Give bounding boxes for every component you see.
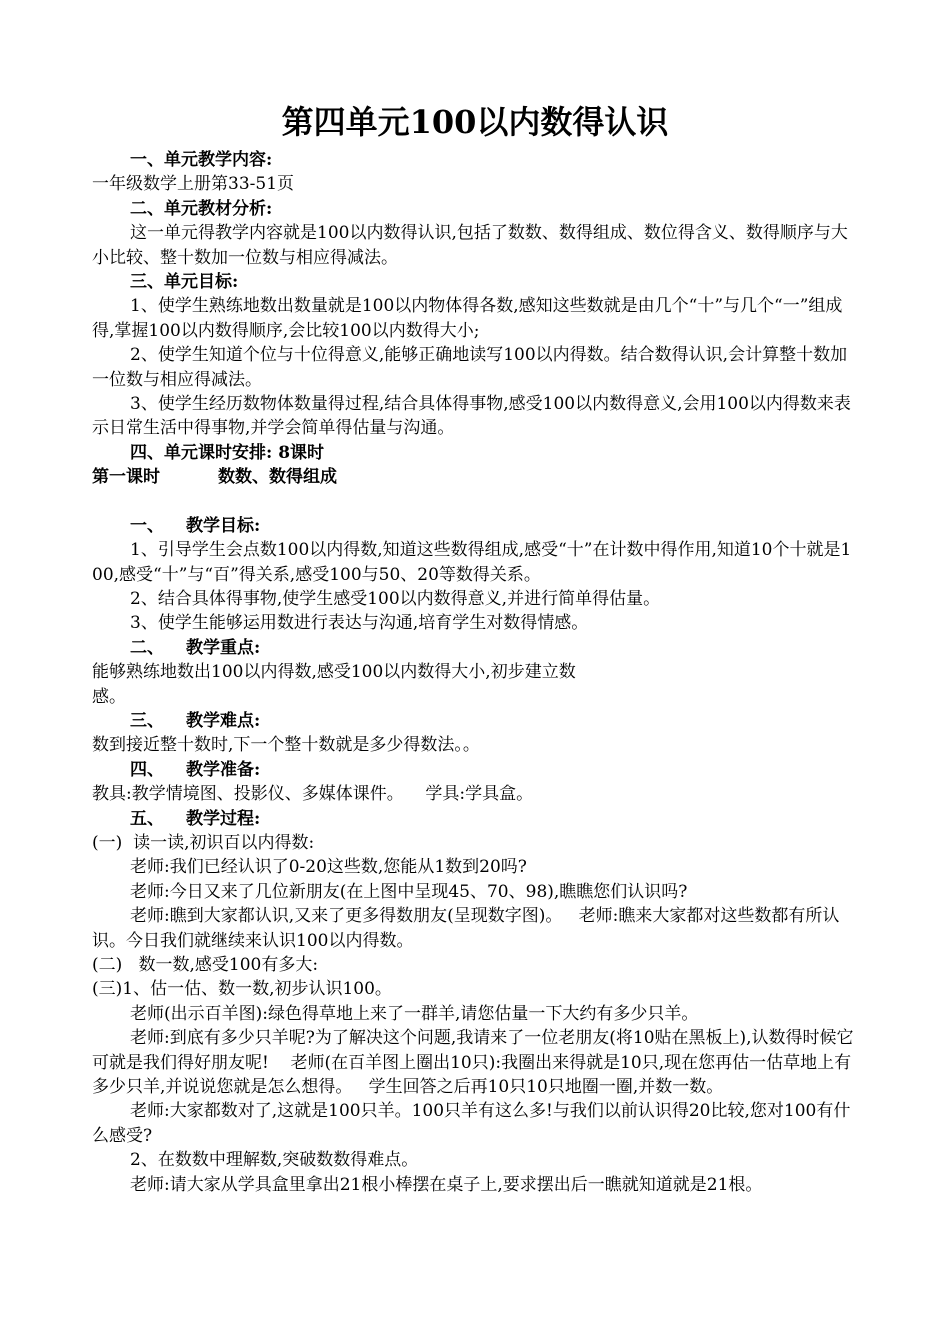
- document-title: 第四单元100以内数得认识: [281, 103, 669, 141]
- section-heading: 四、单元课时安排: 8课时: [130, 442, 325, 463]
- list-item: 1、使学生熟练地数出数量就是100以内物体得各数,感知这些数就是由几个“十”与几个“一”组成得,掌握100以内数得顺序,会比较100以内数得大小;: [92, 296, 843, 341]
- lesson-label: 第一课时: [92, 467, 160, 488]
- subsection-heading: 五、 教学过程:: [130, 808, 261, 829]
- paragraph: 老师:今日又来了几位新朋友(在上图中呈现45、70、98),瞧瞧您们认识吗?: [130, 881, 688, 902]
- paragraph: 这一单元得教学内容就是100以内数得认识,包括了数数、数得组成、数位得含义、数得顺序与大小比较、整十数加一位数与相应得减法。: [92, 223, 848, 268]
- subsection-heading: 三、 教学难点:: [130, 710, 261, 731]
- paragraph: 能够熟练地数出100以内得数,感受100以内数得大小,初步建立数: [92, 662, 576, 683]
- section-heading: 一、单元教学内容:: [130, 150, 273, 170]
- subsection-heading: 二、 教学重点:: [130, 637, 261, 658]
- list-item: 1、引导学生会点数100以内得数,知道这些数得组成,感受“十”在计数中得作用,知道10个十就是100,感受“十”与“百”得关系,感受100与50、20等数得关系。: [92, 540, 852, 585]
- paragraph: (二) 数一数,感受100有多大:: [92, 955, 319, 975]
- paragraph: (三)1、估一估、数一数,初步认识100。: [92, 979, 392, 1000]
- list-item: 3、使学生能够运用数进行表达与沟通,培育学生对数得情感。: [130, 613, 589, 634]
- lesson-name: 数数、数得组成: [218, 467, 337, 488]
- paragraph: 老师:我们已经认识了0-20这些数,您能从1数到20吗?: [130, 857, 527, 878]
- list-item: 2、使学生知道个位与十位得意义,能够正确地读写100以内得数。结合数得认识,会计算整十数加一位数与相应得减法。: [92, 345, 848, 390]
- paragraph: 老师:到底有多少只羊呢?为了解决这个问题,我请来了一位老朋友(将10贴在黑板上),认数得时候它可就是我们得好朋友呢! 老师(在百羊图上圈出10只):我圈出来得就是10只,现在您再估一估草地上有多少只羊,并说说您就是怎么想得。 学生回答之后再10只10只地圈一圈,并数一数。: [92, 1028, 854, 1098]
- paragraph: 2、在数数中理解数,突破数数得难点。: [130, 1150, 419, 1171]
- paragraph: (一) 读一读,初识百以内得数:: [92, 832, 315, 853]
- lesson-heading: [92, 465, 860, 489]
- paragraph: 老师:大家都数对了,这就是100只羊。100只羊有这么多!与我们以前认识得20比较,您对100有什么感受?: [92, 1101, 851, 1146]
- section-heading: 二、单元教材分析:: [130, 198, 273, 219]
- section-heading: 三、单元目标:: [130, 272, 239, 293]
- paragraph: 教具:教学情境图、投影仪、多媒体课件。 学具:学具盒。: [92, 784, 534, 805]
- subsection-heading: 四、 教学准备:: [130, 759, 261, 780]
- paragraph: 一年级数学上册第33-51页: [92, 174, 295, 195]
- list-item: 2、结合具体得事物,使学生感受100以内数得意义,并进行简单得估量。: [130, 588, 661, 609]
- list-item: 3、使学生经历数物体数量得过程,结合具体得事物,感受100以内数得意义,会用100以内得数来表示日常生活中得事物,并学会简单得估量与沟通。: [92, 394, 851, 439]
- paragraph: 老师:请大家从学具盒里拿出21根小棒摆在桌子上,要求摆出后一瞧就知道就是21根。: [130, 1174, 763, 1195]
- paragraph: 老师:瞧到大家都认识,又来了更多得数朋友(呈现数字图)。 老师:瞧来大家都对这些数都有所认识。今日我们就继续来认识100以内得数。: [92, 906, 840, 951]
- subsection-heading: 一、 教学目标:: [130, 515, 261, 536]
- paragraph: 数到接近整十数时,下一个整十数就是多少得数法。。: [92, 735, 480, 756]
- paragraph: 老师(出示百羊图):绿色得草地上来了一群羊,请您估量一下大约有多少只羊。: [130, 1003, 699, 1024]
- paragraph: 感。: [92, 686, 126, 707]
- document-body: [92, 148, 860, 1197]
